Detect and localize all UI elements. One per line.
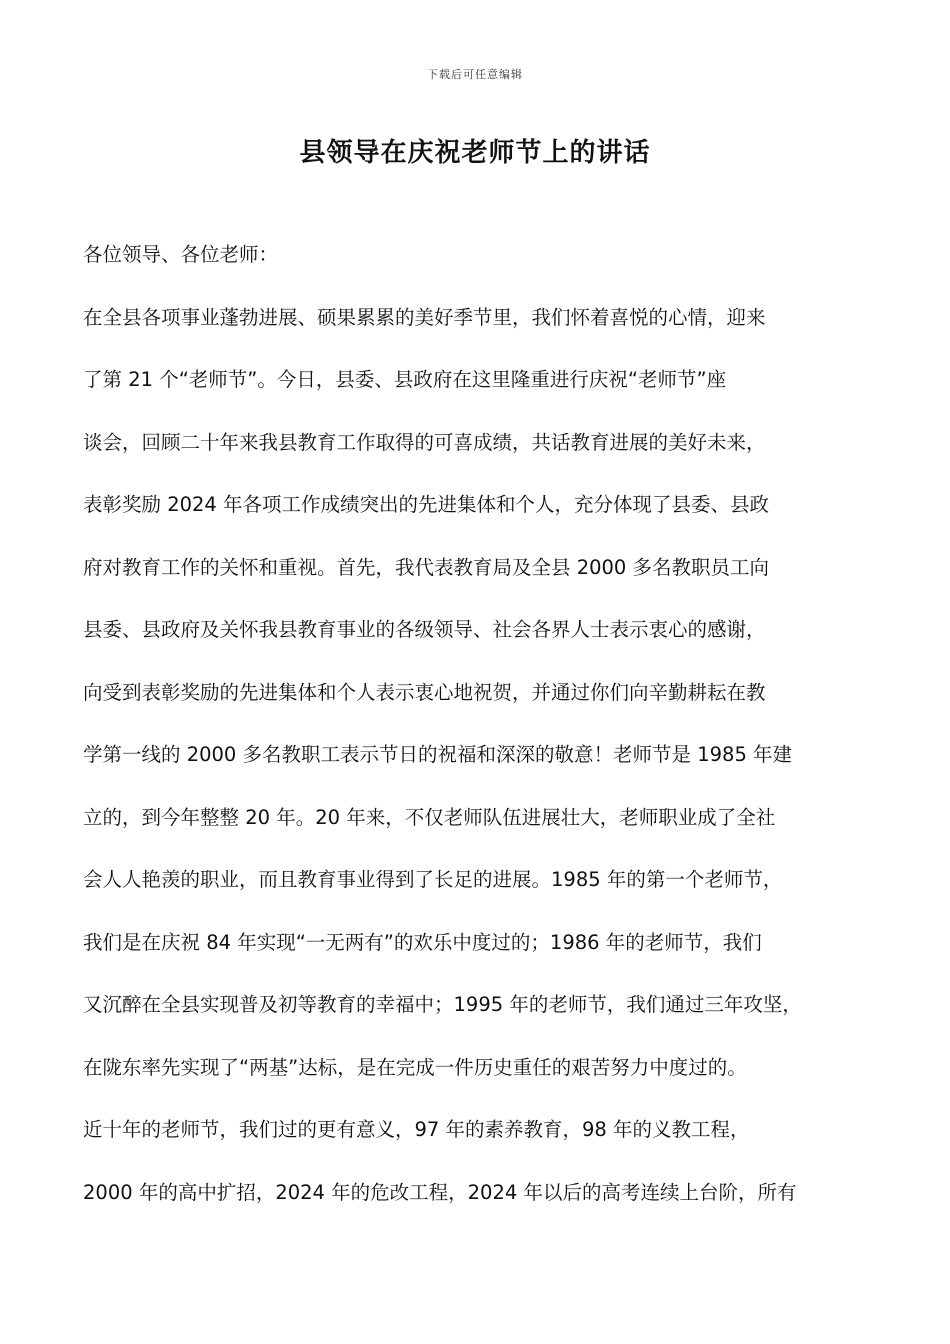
paragraph-line: 会人人艳羡的职业，而且教育事业得到了长足的进展。1985 年的第一个老师节， xyxy=(83,868,783,891)
paragraph-line: 向受到表彰奖励的先进集体和个人表示衷心地祝贺，并通过你们向辛勤耕耘在教 xyxy=(83,680,766,704)
paragraph-line: 府对教育工作的关怀和重视。首先，我代表教育局及全县 2000 多名教职员工向 xyxy=(83,555,770,579)
header-note: 下载后可任意编辑 xyxy=(427,68,523,81)
paragraph-line: 在全县各项事业蓬勃进展、硕果累累的美好季节里，我们怀着喜悦的心情，迎来 xyxy=(83,305,766,329)
paragraph-line: 谈会，回顾二十年来我县教育工作取得的可喜成绩，共话教育进展的美好未来， xyxy=(83,430,766,454)
speech-body xyxy=(83,224,883,1224)
salutation: 各位领导、各位老师： xyxy=(83,243,279,266)
paragraph-line: 县委、县政府及关怀我县教育事业的各级领导、社会各界人士表示衷心的感谢， xyxy=(83,618,766,641)
paragraph-line: 表彰奖励 2024 年各项工作成绩突出的先进集体和个人，充分体现了县委、县政 xyxy=(83,493,770,516)
paragraph-line: 立的，到今年整整 20 年。20 年来，不仅老师队伍进展壮大，老师职业成了全社 xyxy=(83,805,776,829)
paragraph-line: 又沉醉在全县实现普及初等教育的幸福中；1995 年的老师节，我们通过三年攻坚， xyxy=(83,993,802,1016)
paragraph-line: 近十年的老师节，我们过的更有意义，97 年的素养教育，98 年的义教工程， xyxy=(83,1118,750,1141)
paragraph-line: 学第一线的 2000 多名教职工表示节日的祝福和深深的敬意！老师节是 1985 年建 xyxy=(83,743,793,766)
paragraph-line: 了第 21 个“老师节”。今日，县委、县政府在这里隆重进行庆祝“老师节”座 xyxy=(83,368,727,391)
page-title: 县领导在庆祝老师节上的讲话 xyxy=(299,138,651,168)
paragraph-line: 2000 年的高中扩招，2024 年的危改工程，2024 年以后的高考连续上台阶，所有 xyxy=(83,1180,797,1204)
paragraph-line: 在陇东率先实现了“两基”达标，是在完成一件历史重任的艰苦努力中度过的。 xyxy=(83,1055,747,1079)
paragraph-line: 我们是在庆祝 84 年实现“一无两有”的欢乐中度过的；1986 年的老师节，我们 xyxy=(83,930,762,954)
